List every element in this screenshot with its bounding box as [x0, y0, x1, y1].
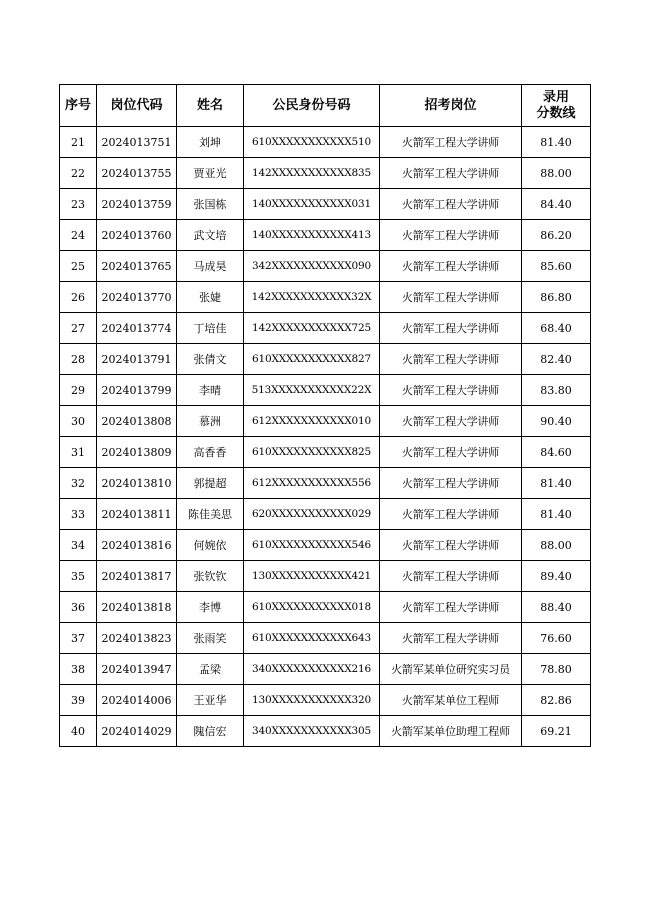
cell-seq: 39: [60, 685, 97, 716]
cell-id-number: 612XXXXXXXXXXX010: [244, 406, 380, 437]
cell-score: 81.40: [522, 499, 591, 530]
cell-id-number: 340XXXXXXXXXXX216: [244, 654, 380, 685]
cell-name: 孟梁: [177, 654, 244, 685]
table-row: [60, 499, 591, 530]
cell-seq: 38: [60, 654, 97, 685]
cell-score: 81.40: [522, 127, 591, 158]
cell-recruit-post: 火箭军某单位助理工程师: [380, 716, 522, 747]
cell-score: 82.40: [522, 344, 591, 375]
table-row: [60, 716, 591, 747]
cell-name: 张倩文: [177, 344, 244, 375]
cell-recruit-post: 火箭军工程大学讲师: [380, 406, 522, 437]
cell-post-code: 2024013811: [97, 499, 177, 530]
cell-id-number: 142XXXXXXXXXXX835: [244, 158, 380, 189]
cell-name: 刘坤: [177, 127, 244, 158]
cell-score: 83.80: [522, 375, 591, 406]
cell-recruit-post: 火箭军工程大学讲师: [380, 282, 522, 313]
cell-recruit-post: 火箭军工程大学讲师: [380, 623, 522, 654]
cell-score: 78.80: [522, 654, 591, 685]
table-row: [60, 313, 591, 344]
cell-seq: 34: [60, 530, 97, 561]
table-row: [60, 220, 591, 251]
cell-id-number: 620XXXXXXXXXXX029: [244, 499, 380, 530]
cell-id-number: 130XXXXXXXXXXX320: [244, 685, 380, 716]
cell-recruit-post: 火箭军工程大学讲师: [380, 313, 522, 344]
cell-id-number: 610XXXXXXXXXXX018: [244, 592, 380, 623]
cell-seq: 25: [60, 251, 97, 282]
cell-score: 88.00: [522, 158, 591, 189]
table-row: [60, 282, 591, 313]
cell-post-code: 2024013770: [97, 282, 177, 313]
table-row: [60, 561, 591, 592]
table-row: [60, 189, 591, 220]
cell-recruit-post: 火箭军工程大学讲师: [380, 158, 522, 189]
header-id-number: 公民身份号码: [244, 85, 380, 127]
table-body: [60, 127, 591, 747]
cell-id-number: 610XXXXXXXXXXX546: [244, 530, 380, 561]
cell-post-code: 2024013809: [97, 437, 177, 468]
cell-id-number: 513XXXXXXXXXXX22X: [244, 375, 380, 406]
cell-recruit-post: 火箭军工程大学讲师: [380, 437, 522, 468]
cell-name: 陈佳美思: [177, 499, 244, 530]
cell-recruit-post: 火箭军某单位工程师: [380, 685, 522, 716]
cell-seq: 35: [60, 561, 97, 592]
table-row: [60, 592, 591, 623]
cell-post-code: 2024013759: [97, 189, 177, 220]
table-row: [60, 158, 591, 189]
cell-recruit-post: 火箭军工程大学讲师: [380, 592, 522, 623]
cell-seq: 33: [60, 499, 97, 530]
cell-score: 86.20: [522, 220, 591, 251]
admission-score-sheet: [59, 84, 591, 747]
cell-post-code: 2024013808: [97, 406, 177, 437]
cell-score: 89.40: [522, 561, 591, 592]
cell-id-number: 610XXXXXXXXXXX643: [244, 623, 380, 654]
header-score-line: [522, 85, 591, 127]
cell-score: 68.40: [522, 313, 591, 344]
header-post-code: 岗位代码: [97, 85, 177, 127]
cell-score: 82.86: [522, 685, 591, 716]
cell-name: 李博: [177, 592, 244, 623]
cell-name: 慕洲: [177, 406, 244, 437]
cell-post-code: 2024013947: [97, 654, 177, 685]
cell-recruit-post: 火箭军工程大学讲师: [380, 468, 522, 499]
table-row: [60, 375, 591, 406]
cell-id-number: 610XXXXXXXXXXX827: [244, 344, 380, 375]
cell-seq: 27: [60, 313, 97, 344]
cell-recruit-post: 火箭军工程大学讲师: [380, 499, 522, 530]
cell-post-code: 2024013765: [97, 251, 177, 282]
cell-name: 隗信宏: [177, 716, 244, 747]
cell-name: 王亚华: [177, 685, 244, 716]
cell-post-code: 2024013760: [97, 220, 177, 251]
cell-id-number: 140XXXXXXXXXXX413: [244, 220, 380, 251]
cell-post-code: 2024013755: [97, 158, 177, 189]
table-row: [60, 530, 591, 561]
cell-name: 张婕: [177, 282, 244, 313]
cell-name: 张钦钦: [177, 561, 244, 592]
cell-post-code: 2024013816: [97, 530, 177, 561]
cell-score: 88.00: [522, 530, 591, 561]
table-row: [60, 344, 591, 375]
cell-name: 马成昊: [177, 251, 244, 282]
header-score-line-1: 录用: [542, 89, 569, 105]
cell-name: 李晴: [177, 375, 244, 406]
table-row: [60, 654, 591, 685]
cell-recruit-post: 火箭军工程大学讲师: [380, 127, 522, 158]
table-row: [60, 685, 591, 716]
cell-id-number: 142XXXXXXXXXXX32X: [244, 282, 380, 313]
cell-seq: 32: [60, 468, 97, 499]
header-name: 姓名: [177, 85, 244, 127]
header-seq: 序号: [60, 85, 97, 127]
cell-seq: 21: [60, 127, 97, 158]
cell-score: 88.40: [522, 592, 591, 623]
table-row: [60, 623, 591, 654]
cell-name: 张雨笑: [177, 623, 244, 654]
header-recruit-post: 招考岗位: [380, 85, 522, 127]
cell-name: 武文培: [177, 220, 244, 251]
cell-score: 76.60: [522, 623, 591, 654]
cell-id-number: 610XXXXXXXXXXX510: [244, 127, 380, 158]
cell-post-code: 2024014006: [97, 685, 177, 716]
cell-seq: 28: [60, 344, 97, 375]
cell-name: 何婉依: [177, 530, 244, 561]
cell-name: 张国栋: [177, 189, 244, 220]
cell-seq: 29: [60, 375, 97, 406]
cell-post-code: 2024013810: [97, 468, 177, 499]
cell-score: 90.40: [522, 406, 591, 437]
cell-seq: 37: [60, 623, 97, 654]
cell-name: 丁培佳: [177, 313, 244, 344]
table-row: [60, 251, 591, 282]
cell-seq: 31: [60, 437, 97, 468]
cell-name: 贾亚光: [177, 158, 244, 189]
cell-id-number: 612XXXXXXXXXXX556: [244, 468, 380, 499]
cell-id-number: 130XXXXXXXXXXX421: [244, 561, 380, 592]
cell-id-number: 340XXXXXXXXXXX305: [244, 716, 380, 747]
cell-id-number: 342XXXXXXXXXXX090: [244, 251, 380, 282]
table-header-row: [60, 85, 591, 127]
cell-recruit-post: 火箭军工程大学讲师: [380, 220, 522, 251]
cell-post-code: 2024013817: [97, 561, 177, 592]
cell-seq: 30: [60, 406, 97, 437]
table-row: [60, 406, 591, 437]
cell-recruit-post: 火箭军工程大学讲师: [380, 375, 522, 406]
table-row: [60, 468, 591, 499]
cell-seq: 36: [60, 592, 97, 623]
cell-seq: 22: [60, 158, 97, 189]
cell-post-code: 2024013774: [97, 313, 177, 344]
cell-post-code: 2024014029: [97, 716, 177, 747]
cell-recruit-post: 火箭军工程大学讲师: [380, 251, 522, 282]
cell-seq: 24: [60, 220, 97, 251]
cell-id-number: 140XXXXXXXXXXX031: [244, 189, 380, 220]
cell-recruit-post: 火箭军工程大学讲师: [380, 561, 522, 592]
table-row: [60, 437, 591, 468]
cell-name: 郭提超: [177, 468, 244, 499]
cell-id-number: 142XXXXXXXXXXX725: [244, 313, 380, 344]
cell-score: 69.21: [522, 716, 591, 747]
cell-id-number: 610XXXXXXXXXXX825: [244, 437, 380, 468]
cell-recruit-post: 火箭军工程大学讲师: [380, 344, 522, 375]
cell-post-code: 2024013791: [97, 344, 177, 375]
cell-name: 高香香: [177, 437, 244, 468]
cell-seq: 40: [60, 716, 97, 747]
admission-score-table: [59, 84, 591, 747]
table-row: [60, 127, 591, 158]
cell-recruit-post: 火箭军工程大学讲师: [380, 189, 522, 220]
cell-recruit-post: 火箭军工程大学讲师: [380, 530, 522, 561]
cell-seq: 26: [60, 282, 97, 313]
cell-score: 86.80: [522, 282, 591, 313]
header-score-line-2: 分数线: [536, 105, 576, 121]
cell-post-code: 2024013751: [97, 127, 177, 158]
cell-score: 81.40: [522, 468, 591, 499]
cell-post-code: 2024013818: [97, 592, 177, 623]
cell-recruit-post: 火箭军某单位研究实习员: [380, 654, 522, 685]
cell-score: 84.60: [522, 437, 591, 468]
cell-seq: 23: [60, 189, 97, 220]
cell-score: 84.40: [522, 189, 591, 220]
cell-post-code: 2024013799: [97, 375, 177, 406]
cell-post-code: 2024013823: [97, 623, 177, 654]
cell-score: 85.60: [522, 251, 591, 282]
